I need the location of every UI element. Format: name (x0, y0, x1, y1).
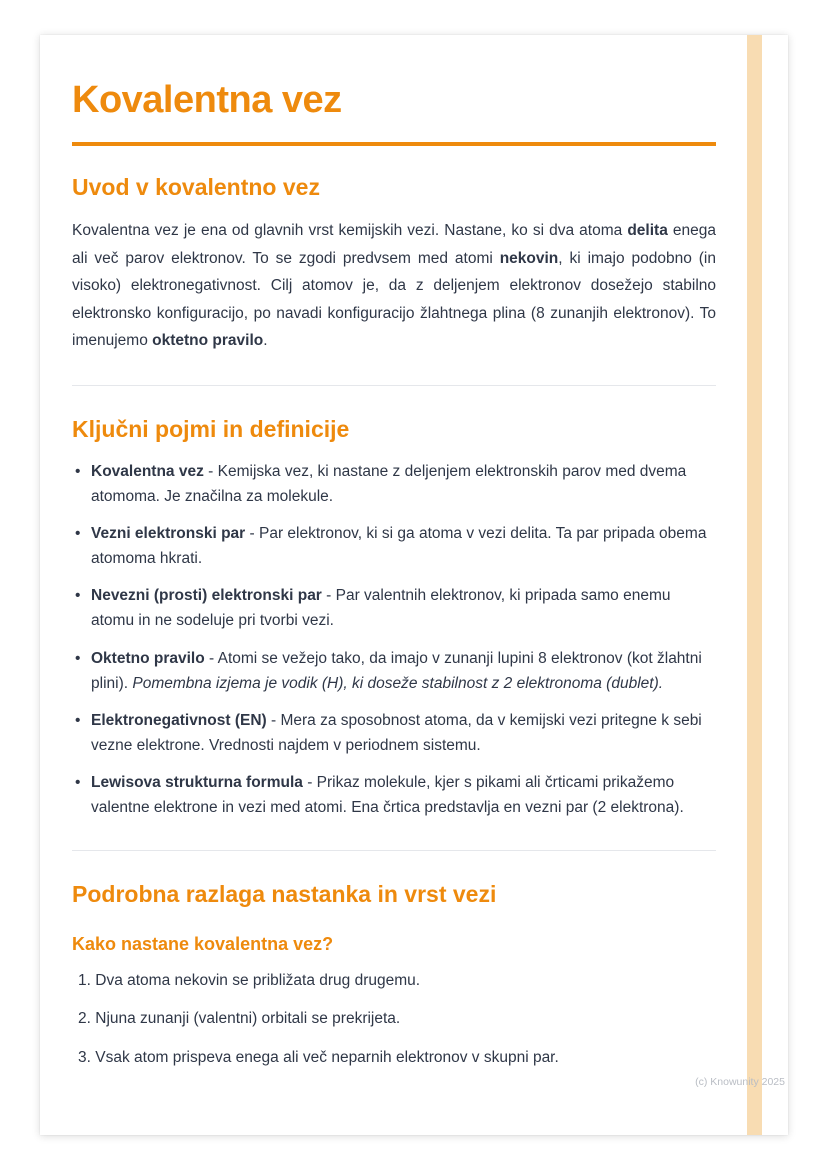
section-divider (72, 850, 716, 851)
list-item (72, 583, 716, 633)
sub-heading-formation: Kako nastane kovalentna vez? (72, 934, 334, 955)
text-segment: - Atomi se vežejo tako, da imajo v zunanji lupini 8 elektronov (kot žlahtni plini). (91, 649, 702, 692)
text-segment: - Prikaz molekule, kjer s pikami ali črticami prikažemo valentne elektrone in vezi med atomi. Ena črtica predstavlja en vezni par (2 elektrona). (91, 773, 684, 817)
terms-bullet-list (72, 459, 716, 820)
section-divider (72, 385, 716, 386)
page-edge-stripe (747, 35, 762, 1135)
list-item (72, 770, 716, 820)
text-segment: - Mera za sposobnost atoma, da v kemijski vezi pritegne k sebi vezne elektrone. Vrednosti najdem v periodnem sistemu. (91, 711, 702, 754)
text-segment: . (263, 332, 268, 350)
formation-steps-list (72, 969, 716, 1069)
document-title: Kovalentna vez (72, 79, 342, 121)
bold-text: oktetno pravilo (152, 332, 264, 350)
bold-text: delita (627, 222, 668, 239)
text-segment: - Par valentnih elektronov, ki pripada samo enemu atomu in ne sodeluje pri tvorbi vezi. (91, 587, 671, 630)
list-item: Dva atoma nekovin se približata drug drugemu. (95, 972, 421, 990)
document-page (40, 35, 788, 1135)
list-item (72, 646, 716, 696)
section-explanation (72, 881, 716, 1069)
list-item (72, 521, 716, 571)
section-heading-explanation: Podrobna razlaga nastanka in vrst vezi (72, 881, 497, 908)
list-item (72, 459, 716, 509)
bold-text: Vezni elektronski par (91, 525, 246, 543)
section-heading-intro: Uvod v kovalentno vez (72, 174, 320, 200)
list-item: Njuna zunanji (valentni) orbitali se prekrijeta. (95, 1010, 401, 1028)
section-intro (72, 174, 716, 355)
bold-text: Nevezni (prosti) elektronski par (91, 587, 322, 605)
section-terms (72, 416, 716, 820)
document-content (72, 79, 716, 1069)
italic-text: Pomembna izjema je vodik (H), ki doseže stabilnost z 2 elektronoma (dublet). (132, 674, 664, 692)
list-item: Vsak atom prispeva enega ali več neparnih elektronov v skupni par. (95, 1048, 559, 1066)
section-heading-terms: Ključni pojmi in definicije (72, 415, 350, 442)
bold-text: Lewisova strukturna formula (91, 773, 303, 791)
watermark: (c) Knowunity 2025 (695, 1076, 785, 1088)
bold-text: Oktetno pravilo (91, 649, 205, 667)
text-segment: , ki imajo podobno (in visoko) elektronegativnost. Cilj atomov je, da z deljenjem elektronov dosežejo stabilno elektronsko konfiguracijo, po navadi konfiguracijo žlahtnega plina (8 zunanjih elektronov). To imenujemo (72, 249, 716, 350)
list-item (72, 708, 716, 758)
intro-paragraph (72, 217, 716, 355)
text-segment: enega ali več parov elektronov. To se zgodi predvsem med atomi (72, 222, 716, 267)
text-segment: Kovalentna vez je ena od glavnih vrst kemijskih vezi. Nastane, ko si dva atoma (72, 222, 628, 239)
bold-text: Elektronegativnost (EN) (91, 711, 267, 729)
bold-text: Kovalentna vez (91, 462, 204, 480)
title-rule (72, 142, 716, 146)
text-segment: - Par elektronov, ki si ga atoma v vezi delita. Ta par pripada obema atomoma hkrati. (91, 525, 707, 568)
text-segment: - Kemijska vez, ki nastane z deljenjem elektronskih parov med dvema atomoma. Je značilna za molekule. (91, 462, 687, 505)
bold-text: nekovin (499, 249, 559, 267)
